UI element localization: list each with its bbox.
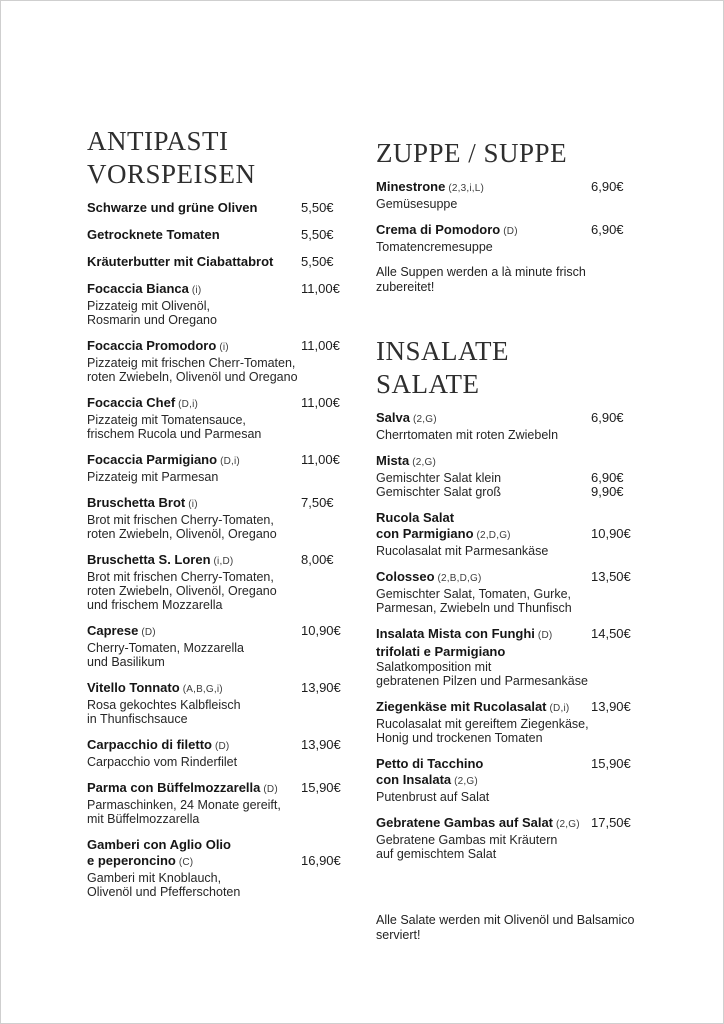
item-desc-row: [87, 655, 349, 669]
item-name-row: [376, 453, 646, 471]
item-name: Kräuterbutter mit Ciabattabrot: [87, 254, 274, 269]
item-desc-row: [87, 812, 349, 826]
item-description: und Basilikum: [87, 655, 165, 669]
item-name-row: [87, 395, 349, 413]
item-name-row: [376, 510, 646, 526]
section-heading-line: SALATE: [376, 369, 480, 399]
item-name: Gamberi con Aglio Olio: [87, 837, 231, 852]
menu-item: [87, 680, 349, 726]
item-name: Getrocknete Tomaten: [87, 227, 220, 242]
item-name: Rucola Salat: [376, 510, 455, 525]
item-name-row: [376, 699, 646, 717]
item-name-row: [87, 853, 349, 871]
item-price: 15,90€: [591, 756, 631, 771]
item-allergen-codes: (i): [188, 499, 198, 510]
item-allergen-codes: (D,i): [549, 703, 570, 714]
item-desc-row: [87, 871, 349, 885]
item-price: 5,50€: [301, 254, 334, 269]
menu-item: [87, 737, 349, 769]
item-description: auf gemischtem Salat: [376, 847, 497, 861]
item-description: Pizzateig mit Parmesan: [87, 470, 219, 484]
item-desc-row: [87, 527, 349, 541]
item-allergen-codes: (2,D,G): [476, 530, 511, 541]
item-name-row: [87, 227, 349, 243]
item-name-row: [87, 623, 349, 641]
item-name: Focaccia Parmigiano: [87, 452, 218, 467]
item-price: 13,90€: [591, 699, 631, 714]
menu-item: [376, 179, 646, 211]
menu-section: [376, 335, 646, 943]
item-price: 14,50€: [591, 626, 631, 641]
item-description: Gemüsesuppe: [376, 197, 458, 211]
column-zuppe-insalate: [376, 137, 646, 943]
item-name-row: [87, 737, 349, 755]
item-allergen-codes: (i): [191, 285, 202, 296]
item-desc-row: [376, 833, 646, 847]
column-antipasti: [87, 125, 349, 910]
item-desc-row: [376, 240, 646, 254]
item-name-row: [376, 644, 646, 660]
item-desc-row: [376, 428, 646, 442]
item-description: Olivenöl und Pfefferschoten: [87, 885, 241, 899]
item-price: 10,90€: [591, 526, 631, 541]
item-desc-row: [376, 717, 646, 731]
item-desc-row: [376, 471, 646, 485]
item-desc-row: [87, 641, 349, 655]
menu-item: [87, 495, 349, 541]
item-price: 13,90€: [301, 737, 341, 752]
section-heading-line: ANTIPASTI: [87, 126, 229, 156]
menu-item: [87, 452, 349, 484]
menu-item: [87, 281, 349, 327]
section-heading-line: INSALATE: [376, 336, 509, 366]
item-price: 16,90€: [301, 853, 341, 868]
item-description: Putenbrust auf Salat: [376, 790, 490, 804]
item-name-row: [376, 526, 646, 544]
item-desc-row: [376, 731, 646, 745]
item-desc-row: [87, 598, 349, 612]
item-description: Gemischter Salat groß: [376, 485, 502, 499]
menu-item: [87, 395, 349, 441]
item-allergen-codes: (D,i): [178, 399, 199, 410]
section-note: Alle Suppen werden a là minute frisch zubereitet!: [376, 265, 586, 294]
item-name: Vitello Tonnato: [87, 680, 180, 695]
item-description: in Thunfischsauce: [87, 712, 188, 726]
item-description: Gemischter Salat, Tomaten, Gurke,: [376, 587, 571, 601]
item-name: Gebratene Gambas auf Salat: [376, 815, 554, 830]
section-note: Alle Salate werden mit Olivenöl und Balsamico serviert!: [376, 913, 635, 942]
item-description: Gemischter Salat klein: [376, 471, 502, 485]
item-description: Pizzateig mit Olivenöl,: [87, 299, 210, 313]
item-name-row: [376, 626, 646, 644]
section-heading-line: VORSPEISEN: [87, 159, 256, 189]
item-price: 8,00€: [301, 552, 334, 567]
item-price: 15,90€: [301, 780, 341, 795]
menu-item: [87, 200, 349, 216]
menu-item: [376, 510, 646, 558]
item-price: 6,90€: [591, 410, 624, 425]
item-desc-row: [87, 755, 349, 769]
item-name: Focaccia Promodoro: [87, 338, 217, 353]
menu-section: [87, 125, 349, 899]
item-name: Ziegenkäse mit Rucolasalat: [376, 699, 547, 714]
item-description: Brot mit frischen Cherry-Tomaten,: [87, 513, 274, 527]
item-allergen-codes: (2,G): [412, 457, 437, 468]
item-desc-row: [376, 660, 646, 674]
item-name-row: [376, 772, 646, 790]
menu-item: [87, 780, 349, 826]
item-name-row: [87, 552, 349, 570]
item-price: 11,00€: [301, 338, 340, 353]
item-name: Caprese: [87, 623, 139, 638]
item-name-row: [87, 837, 349, 853]
item-name: Crema di Pomodoro: [376, 222, 501, 237]
item-description: Pizzateig mit Tomatensauce,: [87, 413, 246, 427]
item-desc-row: [376, 790, 646, 804]
item-allergen-codes: (2,G): [412, 414, 437, 425]
item-name-row: [87, 680, 349, 698]
section-heading: [376, 335, 646, 401]
menu-section: [376, 137, 646, 295]
item-price: 10,90€: [301, 623, 341, 638]
item-desc-row: [376, 587, 646, 601]
menu-item: [87, 837, 349, 899]
item-name: con Parmigiano: [376, 526, 474, 541]
item-desc-row: [87, 370, 349, 384]
menu-item: [376, 569, 646, 615]
item-name: Bruschetta Brot: [87, 495, 186, 510]
item-desc-row: [87, 356, 349, 370]
item-price: 11,00€: [301, 281, 340, 296]
item-desc-row: [87, 413, 349, 427]
item-name: Carpacchio di filetto: [87, 737, 212, 752]
item-desc-row: [87, 570, 349, 584]
menu-item: [376, 699, 646, 745]
item-description: Cherry-Tomaten, Mozzarella: [87, 641, 244, 655]
item-price: 7,50€: [301, 495, 334, 510]
item-description: Tomatencremesuppe: [376, 240, 493, 254]
item-description: Parmesan, Zwiebeln und Thunfisch: [376, 601, 572, 615]
item-name-row: [376, 569, 646, 587]
menu-item: [87, 623, 349, 669]
menu-item: [87, 227, 349, 243]
item-description: mit Büffelmozzarella: [87, 812, 200, 826]
item-allergen-codes: (D,i): [220, 456, 240, 467]
item-name: Focaccia Chef: [87, 395, 176, 410]
item-price: 11,00€: [301, 452, 340, 467]
item-name-row: [376, 815, 646, 833]
item-name: e peperoncino: [87, 853, 176, 868]
item-description: Pizzateig mit frischen Cherr-Tomaten,: [87, 356, 296, 370]
item-allergen-codes: (i): [219, 342, 229, 353]
item-desc-row: [87, 299, 349, 313]
item-desc-row: [376, 197, 646, 211]
item-desc-row: [87, 427, 349, 441]
item-description: Honig und trockenen Tomaten: [376, 731, 543, 745]
item-name-row: [87, 338, 349, 356]
item-price: 6,90€: [591, 179, 624, 194]
menu-item: [376, 815, 646, 861]
menu-item: [376, 756, 646, 804]
item-allergen-codes: (D): [141, 627, 156, 638]
item-desc-row: [376, 601, 646, 615]
item-allergen-codes: (A,B,G,i): [182, 684, 223, 695]
item-name: Salva: [376, 410, 410, 425]
menu-item: [376, 410, 646, 442]
item-description: roten Zwiebeln, Olivenöl, Oregano: [87, 527, 277, 541]
section-heading-line: ZUPPE / SUPPE: [376, 138, 568, 168]
item-price: 5,50€: [301, 200, 334, 215]
item-price: 6,90€: [591, 222, 624, 237]
item-description: Cherrtomaten mit roten Zwiebeln: [376, 428, 559, 442]
item-name-row: [87, 780, 349, 798]
item-name-row: [376, 410, 646, 428]
item-name: con Insalata: [376, 772, 452, 787]
item-desc-row: [87, 798, 349, 812]
item-price: 17,50€: [591, 815, 631, 830]
item-price: 13,50€: [591, 569, 631, 584]
item-desc-row: [376, 674, 646, 688]
item-price: 11,00€: [301, 395, 340, 410]
item-allergen-codes: (D): [503, 226, 518, 237]
item-description: und frischem Mozzarella: [87, 598, 223, 612]
item-name-row: [87, 495, 349, 513]
item-name: Mista: [376, 453, 410, 468]
item-desc-row: [87, 513, 349, 527]
item-description: Salatkomposition mit: [376, 660, 492, 674]
item-name: trifolati e Parmigiano: [376, 644, 506, 659]
item-name: Minestrone: [376, 179, 446, 194]
item-allergen-codes: (D): [214, 741, 230, 752]
item-name: Insalata Mista con Funghi: [376, 626, 535, 641]
item-name: Focaccia Bianca: [87, 281, 189, 296]
item-price: 9,90€: [591, 484, 624, 499]
item-price: 13,90€: [301, 680, 341, 695]
item-desc-row: [87, 712, 349, 726]
item-allergen-codes: (2,3,i,L): [448, 183, 485, 194]
item-allergen-codes: (2,G): [454, 776, 478, 787]
item-name-row: [376, 179, 646, 197]
item-name: Petto di Tacchino: [376, 756, 484, 771]
menu-item: [87, 338, 349, 384]
item-desc-row: [376, 544, 646, 558]
item-name: Parma con Büffelmozzarella: [87, 780, 261, 795]
section-heading: [87, 125, 349, 191]
item-description: frischem Rucola und Parmesan: [87, 427, 262, 441]
item-allergen-codes: (2,G): [556, 819, 580, 830]
item-name-row: [87, 281, 349, 299]
item-price: 6,90€: [591, 470, 624, 485]
item-description: Gebratene Gambas mit Kräutern: [376, 833, 558, 847]
menu-item: [87, 254, 349, 270]
item-description: Rosa gekochtes Kalbfleisch: [87, 698, 241, 712]
item-desc-row: [376, 485, 646, 499]
menu-item: [376, 626, 646, 688]
item-name-row: [87, 452, 349, 470]
item-name-row: [376, 756, 646, 772]
item-name-row: [87, 200, 349, 216]
item-allergen-codes: (D): [537, 630, 553, 641]
item-description: Parmaschinken, 24 Monate gereift,: [87, 798, 281, 812]
item-description: Rosmarin und Oregano: [87, 313, 217, 327]
item-desc-row: [376, 847, 646, 861]
item-desc-row: [87, 470, 349, 484]
menu-item: [87, 552, 349, 612]
item-name: Schwarze und grüne Oliven: [87, 200, 258, 215]
item-name-row: [376, 222, 646, 240]
menu-item: [376, 222, 646, 254]
item-name: Colosseo: [376, 569, 435, 584]
item-description: Rucolasalat mit Parmesankäse: [376, 544, 549, 558]
item-desc-row: [87, 313, 349, 327]
menu-item: [376, 453, 646, 499]
item-description: Carpacchio vom Rinderfilet: [87, 755, 238, 769]
item-desc-row: [87, 584, 349, 598]
item-description: roten Zwiebeln, Olivenöl, Oregano: [87, 584, 277, 598]
item-desc-row: [87, 885, 349, 899]
item-allergen-codes: (C): [178, 857, 194, 868]
item-description: Rucolasalat mit gereiftem Ziegenkäse,: [376, 717, 589, 731]
item-desc-row: [87, 698, 349, 712]
section-heading: [376, 137, 646, 170]
item-description: roten Zwiebeln, Olivenöl und Oregano: [87, 370, 298, 384]
item-name: Bruschetta S. Loren: [87, 552, 211, 567]
item-description: Brot mit frischen Cherry-Tomaten,: [87, 570, 274, 584]
item-description: gebratenen Pilzen und Parmesankäse: [376, 674, 588, 688]
item-allergen-codes: (2,B,D,G): [437, 573, 482, 584]
item-description: Gamberi mit Knoblauch,: [87, 871, 222, 885]
item-allergen-codes: (i,D): [213, 556, 234, 567]
item-allergen-codes: (D): [263, 784, 278, 795]
item-price: 5,50€: [301, 227, 334, 242]
item-name-row: [87, 254, 349, 270]
